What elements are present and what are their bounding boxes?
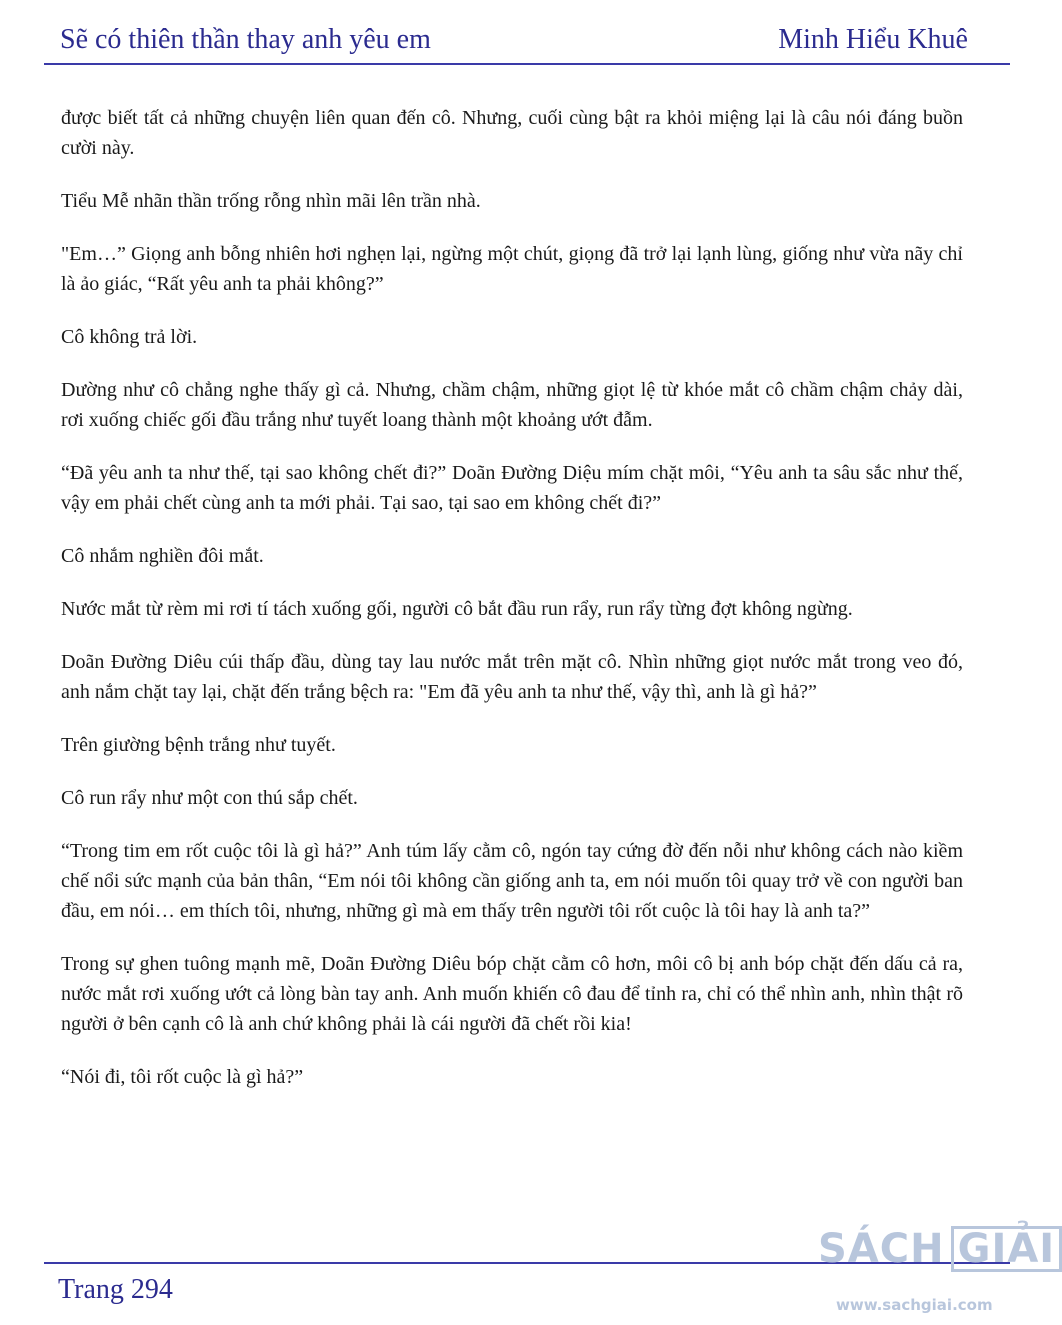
page-number: Trang 294 — [58, 1274, 173, 1305]
watermark — [818, 1226, 1056, 1321]
paragraph: Nước mắt từ rèm mi rơi tí tách xuống gối, người cô bắt đầu run rẩy, run rẩy từng đợt không ngừng. — [61, 598, 853, 620]
watermark-logo-box: GIẢI — [951, 1226, 1062, 1272]
paragraph: Cô run rẩy như một con thú sắp chết. — [61, 787, 358, 809]
paragraph: Trên giường bệnh trắng như tuyết. — [61, 734, 336, 756]
watermark-url: www.sachgiai.com — [836, 1296, 993, 1314]
paragraph: được biết tất cả những chuyện liên quan đến cô. Nhưng, cuối cùng bật ra khỏi miệng lại là câu nói đáng buồn cười này. — [61, 107, 963, 159]
paragraph: Dường như cô chẳng nghe thấy gì cả. Nhưng, chầm chậm, những giọt lệ từ khóe mắt cô chầm chậm chảy dài, rơi xuống chiếc gối đầu trắng như tuyết loang thành một khoảng ướt đẫm. — [61, 379, 963, 431]
watermark-logo — [818, 1226, 1062, 1272]
author-name: Minh Hiểu Khuê — [778, 24, 968, 55]
paragraph: Cô không trả lời. — [61, 326, 198, 348]
paragraph: “Đã yêu anh ta như thế, tại sao không chết đi?” Doãn Đường Diệu mím chặt môi, “Yêu anh ta sâu sắc như thế, vậy em phải chết cùng anh ta mới phải. Tại sao, tại sao em không chết đi?” — [61, 462, 963, 514]
paragraph: “Nói đi, tôi rốt cuộc là gì hả?” — [61, 1066, 304, 1088]
paragraph: Cô nhắm nghiền đôi mắt. — [61, 545, 264, 567]
header-divider — [44, 63, 1010, 65]
watermark-logo-text: SÁCH — [818, 1226, 945, 1272]
paragraph: Doãn Đường Diêu cúi thấp đầu, dùng tay lau nước mắt trên mặt cô. Nhìn những giọt nước mắt trong veo đó, anh nắm chặt tay lại, chặt đến trắng bệch ra: "Em đã yêu anh ta như thế, vậy thì, anh là gì hả?” — [61, 651, 963, 703]
paragraph: Trong sự ghen tuông mạnh mẽ, Doãn Đường Diêu bóp chặt cằm cô hơn, môi cô bị anh bóp chặt đến dấu cả ra, nước mắt rơi xuống ướt cả lòng bàn tay anh. Anh muốn khiến cô đau để tỉnh ra, chỉ có thể nhìn anh, nhìn thật rõ người ở bên cạnh cô là anh chứ không phải là cái người đã chết rồi kia! — [61, 953, 963, 1035]
paragraph: Tiểu Mễ nhãn thần trống rỗng nhìn mãi lên trần nhà. — [61, 190, 481, 212]
paragraph: "Em…” Giọng anh bỗng nhiên hơi nghẹn lại, ngừng một chút, giọng đã trở lại lạnh lùng, giống như vừa nãy chỉ là ảo giác, “Rất yêu anh ta phải không?” — [61, 243, 963, 295]
page-body — [61, 103, 963, 1115]
book-title: Sẽ có thiên thần thay anh yêu em — [60, 24, 431, 55]
paragraph: “Trong tim em rốt cuộc tôi là gì hả?” Anh túm lấy cằm cô, ngón tay cứng đờ đến nỗi như không cách nào kiềm chế nổi sức mạnh của bản thân, “Em nói tôi không cần giống anh ta, em nói muốn tôi quay trở về con người ban đầu, em nói… em thích tôi, nhưng, những gì mà em thấy trên người tôi rốt cuộc là tôi hay là anh ta?” — [61, 840, 963, 922]
page-header — [0, 0, 1024, 70]
